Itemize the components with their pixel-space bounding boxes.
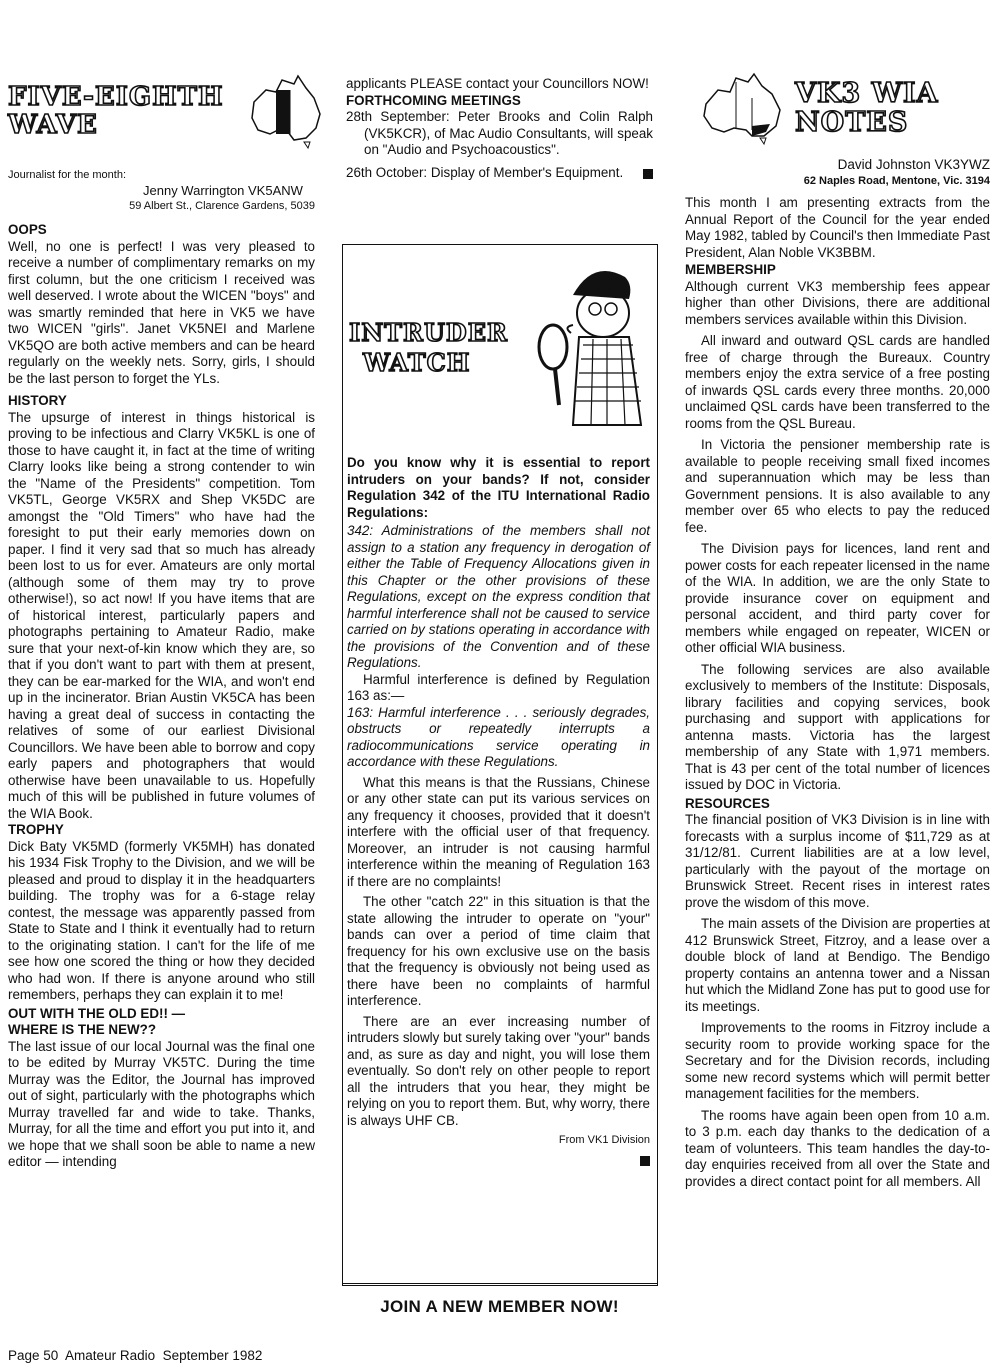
history-paragraph: The upsurge of interest in things historical is proving to be infectious and Clarry VK5KL is one of those to have caught it, in fact at the time of writing Clarry looks like being a strong contender to win the "Name of the Presidents" competition. Tom VK5TL, George VK5RX and Shep VK5DC are amongst the "Old Timers" who have had the foresight to put their early memories down on paper. I find it very sad that so much has already been lost to us for ever. Amateurs are only mortal (although some of them may try to prove otherwise!), so act now! If you have items that are of historical interest, particularly papers and photographs pertaining to Amateur Radio, make sure that your next-of-kin know which they are, so that if you don't want to part with them at present, they can be ear-marked for the WIA, and won't end up in the incinerator. Brian Austin VK5CA has been having a great deal of success in contacting the relatives of some of our earliest Divisional Councillors. We have been able to borrow and copy early papers and photographers that would otherwise have been unavailable to us. Hopefully much of this will be published in future volumes of the WIA Book. [8, 409, 315, 821]
membership-paragraph-4: The Division pays for licences, land rent and power costs for each repeater licensed in the name of the WIA. In addition, we are the only State to provide insurance cover on equipment and personal accident, and third party cover for members while engaged on repeater, WICEN or other official WIA business. [685, 541, 990, 655]
oops-paragraph: Well, no one is perfect! I was very pleased to receive a number of complimentary remarks on my first column, but the one criticism I received was well deserved. I wrote about the WICEN "boys" and was smartly reminded that here in VK5 we have two WICEN "girls". Janet VK5NEI and Marlene VK5QO are both active members and can be heard regularly on the weekly nets. Sorry, girls, I should be the last person to forget the YLs. [8, 238, 315, 386]
meeting-1: 28th September: Peter Brooks and Colin Ralph (VK5KCR), of Mac Audio Consultants, will speak on "Audio and Psychoacoustics". [346, 109, 653, 157]
resources-paragraph-4: The rooms have again been open from 10 a.m. to 3 p.m. each day thanks to the dedication of a team of volunteers. This team handles the day-to-day enquiries received from all over the State and provides a direct contact point for all members. All [685, 1107, 990, 1189]
heading-line-2: WAVE [8, 110, 98, 140]
membership-paragraph-5: The following services are also available exclusively to members of the Institute: Disposals, library facilities and copying services, book purchasing and support with applications for antenna masts. Victoria has the largest membership of any State with 1,971 members. That is 43 per cent of the total number of licences issued by DOC in Victoria. [685, 661, 990, 792]
intruder-watch-heading [349, 318, 508, 377]
australia-map-vic-icon [700, 70, 792, 146]
page-footer: Page 50 Amateur Radio September 1982 [8, 1348, 263, 1363]
meeting-2 [346, 165, 653, 182]
membership-paragraph-3: In Victoria the pensioner membership rate is available to people receiving small fixed incomes and superannuation which may be less than Government pensions. It is also available to any member over 65 who elects to pay the reduced fee. [685, 437, 990, 535]
intro-paragraph: This month I am presenting extracts from the Annual Report of the Council for the year ended May 1982, tabled by Council's then Immediate Past President, Alan Noble VK3BBM. [685, 195, 990, 260]
source-credit: From VK1 Division [558, 1134, 650, 1146]
heading-line-2: NOTES [795, 107, 909, 138]
author-name: David Johnston VK3YWZ [837, 157, 990, 172]
end-mark [640, 1156, 650, 1166]
meeting-2-text: 26th October: Display of Member's Equipment. [346, 164, 624, 180]
what-this-means-paragraph: What this means is that the Russians, Chinese or any other state can put its various services on any frequency it chooses, provided that it doesn't interfere with the official user of that frequency. Moreover, an intruder is not causing harmful interference within the meaning of Regulation 163 if there are no complaints! [347, 774, 650, 889]
ever-increasing-paragraph: There are an ever increasing number of intruders slowly but surely taking over "your" bands and, as sure as day and night, you will lose them eventually. So don't rely on other people to report all the intruders that you hear, they might be relying on you to report them. But, why worry, there is always UHF CB. [347, 1013, 650, 1128]
regulation-163: 163: Harmful interference . . . seriously degrades, obstructs or repeatedly interrupts a radiocommunications service operating in accordance with these Regulations. [347, 704, 650, 769]
heading-line-1: VK3 WIA [795, 78, 939, 109]
detective-magnifier-icon [533, 255, 653, 435]
catch-22-paragraph: The other "catch 22" in this situation is that the state allowing the intruder to operate on "your" bands can over a period of time claim that frequency for his own exclusive use on the basis that the frequency is obviously not being used as there have been no complaints of harmful interference. [347, 894, 650, 1008]
membership-heading: MEMBERSHIP [685, 262, 776, 277]
resources-heading: RESOURCES [685, 795, 770, 811]
five-eighth-wave-heading [8, 84, 248, 138]
membership-paragraph-2: All inward and outward QSL cards are handled free of charge through the Bureaux. Country members enjoy the extra service of a free posting of inwards QSL cards every three months. 20,000 unclaimed QSL cards have been transferred to the rooms from the QSL Bureau. [685, 333, 990, 431]
intruder-line-2: WATCH [363, 348, 471, 377]
resources-paragraph-1: The financial position of VK3 Division is in line with forecasts with a surplus income of $11,729 as at 31/12/81. Current liabilities are at a low level, particularly with the payout of the mortage on Brunswick Street. Recent rises in interest rates prove the wisdom of this move. [685, 812, 990, 910]
australia-map-sa-icon [248, 72, 328, 150]
membership-paragraph-1: Although current VK3 membership fees appear higher than other Divisions, there are additional members services available within this Division. [685, 278, 990, 327]
out-with-heading-1: OUT WITH THE OLD ED!! — [8, 1005, 186, 1021]
resources-paragraph-3: Improvements to the rooms in Fitzroy include a security room to provide working space for the Secretary and for the Division records, including some new record systems which will permit better management facilities for the members. [685, 1020, 990, 1101]
end-mark [643, 169, 653, 179]
history-heading: HISTORY [8, 393, 67, 408]
journalist-address: 59 Albert St., Clarence Gardens, 5039 [129, 200, 315, 212]
oops-heading: OOPS [8, 222, 47, 237]
author-address: 62 Naples Road, Mentone, Vic. 3194 [803, 175, 990, 187]
harmful-definition: Harmful interference is defined by Regulation 163 as:— [347, 671, 650, 703]
out-with-heading-2: WHERE IS THE NEW?? [8, 1022, 157, 1037]
journalist-name: Jenny Warrington VK5ANW [143, 183, 303, 198]
intro-bold: Do you know why it is essential to report intruders on your bands? If not, consider Regulation 342 of the ITU International Radio Regulations: [347, 455, 650, 520]
join-banner-rule [343, 1283, 657, 1284]
intruder-watch-box [342, 244, 658, 1286]
join-banner: JOIN A NEW MEMBER NOW! [380, 1297, 619, 1316]
heading-line-1: FIVE-EIGHTH [8, 82, 224, 112]
out-with-paragraph: The last issue of our local Journal was the final one to be edited by Murray VK5TC. During the time Murray was the Editor, the Journal has improved out of sight, particularly with the photographs which Murray travelled far and wide to take. Thanks, Murray, for all the time and effort you put into it, and we hope that we shall soon be able to name a new editor — intending [8, 1038, 315, 1169]
forthcoming-meetings-heading: FORTHCOMING MEETINGS [346, 92, 521, 108]
trophy-heading: TROPHY [8, 822, 64, 837]
continuation-paragraph: applicants PLEASE contact your Councillors NOW! [346, 76, 649, 91]
resources-paragraph-2: The main assets of the Division are properties at 412 Brunswick Street, Fitzroy, and a lease over a double block of land at Bendigo. The Bendigo property contains an antenna tower and a Nissan hut which the Midland Zone has put to good use for its meetings. [685, 916, 990, 1014]
journalist-label: Journalist for the month: [8, 169, 127, 181]
trophy-paragraph: Dick Baty VK5MD (formerly VK5MH) has donated his 1934 Fisk Trophy to the Division, and we will be pleased and proud to display it in the headquarters building. The trophy was for a 6-stage relay contest, the message was apparently passed from State to State and I think it eventually had to return to the originating station. I can't for the life of me see how one scored the thing or how they decided who had won. If there is anyone around who still remembers, perhaps they can explain it to me! [8, 838, 315, 1002]
intruder-line-1: INTRUDER [349, 318, 508, 347]
vk3-wia-notes-heading [795, 80, 990, 136]
regulation-342: 342: Administrations of the members shall not assign to a station any frequency in derogation of either the Table of Frequency Allocations given in this Chapter or the other provisions of these Regulations, except on the express condition that harmful interference shall not be caused to service carried on by stations operating in accordance with the provisions of the Convention and of these Regulations. [347, 523, 650, 670]
